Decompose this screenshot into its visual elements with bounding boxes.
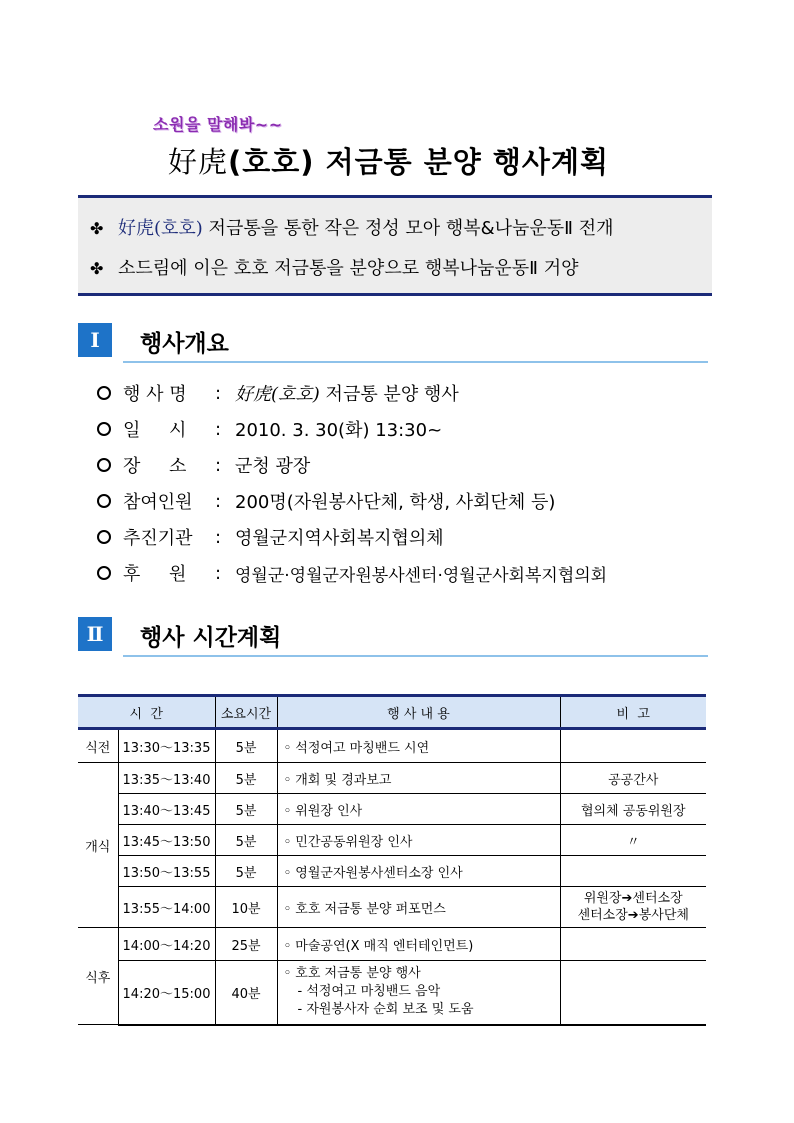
info-label: 장 소 xyxy=(123,456,187,477)
content-cell: ◦ 위원장 인사 xyxy=(277,794,560,825)
info-colon: : xyxy=(215,382,222,404)
table-header-row xyxy=(78,696,706,729)
duration-cell: 10분 xyxy=(215,887,277,928)
info-colon: : xyxy=(215,490,222,512)
duration-cell: 5분 xyxy=(215,729,277,763)
info-label: 일 시 xyxy=(123,420,187,441)
content-sub-item: - 자원봉사자 순회 보조 및 도움 xyxy=(297,1002,474,1018)
cross-bullet-icon: ✤ xyxy=(90,219,104,238)
note-to: 봉사단체 xyxy=(638,908,689,923)
summary-line-1 xyxy=(90,214,614,240)
time-cell: 14:20～15:00 xyxy=(118,961,215,1025)
summary-box xyxy=(78,195,712,296)
info-row-sponsor xyxy=(97,560,607,586)
time-cell: 13:40～13:45 xyxy=(118,794,215,825)
section-1-number: Ⅰ xyxy=(78,323,112,357)
note-cell xyxy=(560,928,706,961)
content-sub-item: - 석정여고 마칭밴드 음악 xyxy=(297,984,441,1000)
group-cell: 식후 xyxy=(78,928,118,1025)
summary-line-2 xyxy=(90,254,579,280)
cross-bullet-icon: ✤ xyxy=(90,259,104,278)
table-row xyxy=(78,961,706,1025)
note-cell: 〃 xyxy=(560,825,706,856)
content-cell: ◦ 민간공동위원장 인사 xyxy=(277,825,560,856)
info-colon: : xyxy=(215,562,222,584)
duration-cell: 25분 xyxy=(215,928,277,961)
info-value: 군청 광장 xyxy=(235,456,311,477)
circle-bullet-icon xyxy=(97,422,111,436)
time-cell: 13:50～13:55 xyxy=(118,856,215,887)
note-line-1 xyxy=(584,891,683,906)
time-cell: 13:45～13:50 xyxy=(118,825,215,856)
info-value: 2010. 3. 30(화) 13:30~ xyxy=(235,420,443,441)
content-cell: ◦ 영월군자원봉사센터소장 인사 xyxy=(277,856,560,887)
time-cell: 13:30～13:35 xyxy=(118,729,215,763)
circle-bullet-icon xyxy=(97,566,111,580)
duration-cell: 5분 xyxy=(215,825,277,856)
time-cell: 13:55～14:00 xyxy=(118,887,215,928)
title-kanji: 好虎 xyxy=(168,145,229,179)
content-cell: ◦ 개회 및 경과보고 xyxy=(277,763,560,794)
right-arrow-icon: ➔ xyxy=(621,891,633,906)
content-cell: ◦ 석정여고 마칭밴드 시연 xyxy=(277,729,560,763)
summary-line-1-text: 저금통을 통한 작은 정성 모아 행복&나눔운동Ⅱ 전개 xyxy=(202,218,614,239)
info-label: 추진기관 xyxy=(123,528,193,549)
content-cell: ◦ 호호 저금통 분양 퍼포먼스 xyxy=(277,887,560,928)
schedule-table xyxy=(78,694,706,1026)
header-duration: 소요시간 xyxy=(215,696,277,729)
info-label: 후 원 xyxy=(123,564,187,585)
content-cell xyxy=(277,961,560,1025)
header-content: 행 사 내 용 xyxy=(277,696,560,729)
summary-kanji: 好虎(호호) xyxy=(118,218,203,239)
info-kanji: 好虎(호호) xyxy=(235,384,320,405)
info-row-event-name xyxy=(97,380,459,406)
circle-bullet-icon xyxy=(97,386,111,400)
info-label: 행 사 명 xyxy=(123,384,187,405)
section-1-rule xyxy=(123,361,708,363)
circle-bullet-icon xyxy=(97,494,111,508)
note-cell xyxy=(560,729,706,763)
header-note: 비 고 xyxy=(560,696,706,729)
note-cell: 협의체 공동위원장 xyxy=(560,794,706,825)
info-value: 200명(자원봉사단체, 학생, 사회단체 등) xyxy=(235,492,556,513)
circle-bullet-icon xyxy=(97,458,111,472)
duration-cell: 5분 xyxy=(215,794,277,825)
circle-bullet-icon xyxy=(97,530,111,544)
note-cell xyxy=(560,887,706,928)
table-row xyxy=(78,763,706,794)
table-row xyxy=(78,856,706,887)
info-row-organizer xyxy=(97,524,444,550)
info-colon: : xyxy=(215,454,222,476)
content-cell: ◦ 마술공연(X 매직 엔터테인먼트) xyxy=(277,928,560,961)
table-row xyxy=(78,928,706,961)
note-line-2 xyxy=(578,908,689,923)
note-cell xyxy=(560,856,706,887)
note-cell: 공공간사 xyxy=(560,763,706,794)
subtitle: 소원을 말해봐~~ xyxy=(153,115,283,134)
title-text: (호호) 저금통 분양 행사계획 xyxy=(228,145,609,179)
duration-cell: 40분 xyxy=(215,961,277,1025)
group-cell: 식전 xyxy=(78,729,118,763)
info-value: 저금통 분양 행사 xyxy=(319,384,459,405)
note-to: 센터소장 xyxy=(632,891,683,906)
time-cell: 14:00～14:20 xyxy=(118,928,215,961)
content-main: ◦ 호호 저금통 분양 행사 xyxy=(283,966,421,982)
info-value: 영월군·영월군자원봉사센터·영월군사회복지협의회 xyxy=(235,565,608,586)
table-row xyxy=(78,825,706,856)
section-2-title: 행사 시간계획 xyxy=(140,625,282,651)
table-row xyxy=(78,794,706,825)
duration-cell: 5분 xyxy=(215,856,277,887)
info-row-participants xyxy=(97,488,555,514)
duration-cell: 5분 xyxy=(215,763,277,794)
info-colon: : xyxy=(215,526,222,548)
info-label: 참여인원 xyxy=(123,492,193,513)
info-row-location xyxy=(97,452,310,478)
header-time: 시 간 xyxy=(78,696,215,729)
note-cell xyxy=(560,961,706,1025)
info-value: 영월군지역사회복지협의체 xyxy=(235,528,444,549)
right-arrow-icon: ➔ xyxy=(627,908,639,923)
section-2-rule xyxy=(123,655,708,657)
section-1-title: 행사개요 xyxy=(140,331,229,357)
info-colon: : xyxy=(215,418,222,440)
group-cell: 개식 xyxy=(78,763,118,928)
note-from: 위원장 xyxy=(583,891,622,906)
summary-line-2-text: 소드림에 이은 호호 저금통을 분양으로 행복나눔운동Ⅱ 거양 xyxy=(118,258,579,279)
section-2-number: Ⅱ xyxy=(78,617,112,651)
table-row xyxy=(78,887,706,928)
table-row xyxy=(78,729,706,763)
time-cell: 13:35～13:40 xyxy=(118,763,215,794)
note-from: 센터소장 xyxy=(577,908,628,923)
page-title xyxy=(168,140,609,181)
info-row-datetime xyxy=(97,416,442,442)
